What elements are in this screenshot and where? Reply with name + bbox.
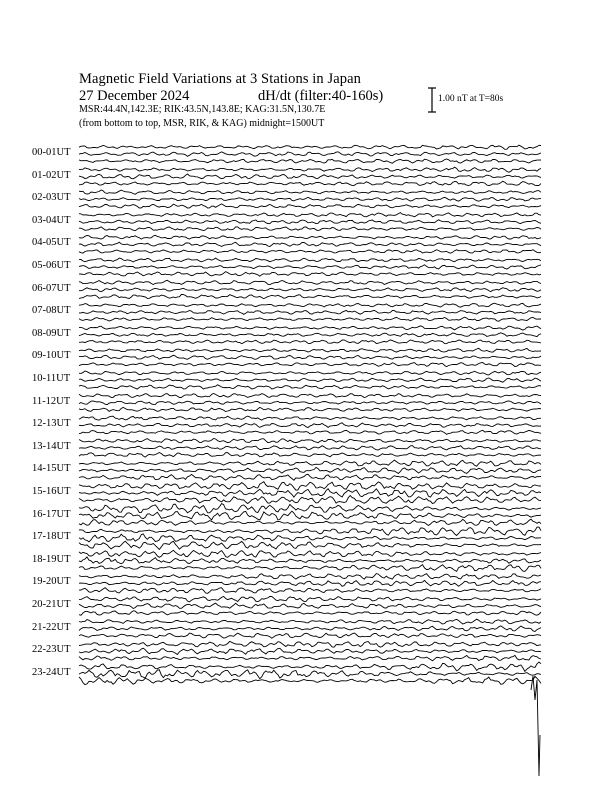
trace-kag	[79, 371, 541, 375]
trace-rik	[79, 603, 541, 608]
trace-kag	[79, 596, 541, 602]
hour-label: 11-12UT	[32, 395, 71, 407]
trace-kag	[79, 235, 541, 239]
trace-msr	[79, 250, 541, 254]
hour-label: 08-09UT	[32, 327, 71, 339]
trace-rik	[79, 288, 541, 292]
trace-msr	[79, 385, 541, 389]
trace-msr	[79, 541, 541, 549]
trace-rik	[79, 197, 541, 201]
trace-kag	[79, 258, 541, 262]
trace-rik	[79, 489, 541, 497]
trace-rik	[79, 446, 541, 450]
trace-rik	[79, 511, 541, 520]
trace-msr	[79, 363, 541, 367]
trace-rik	[79, 423, 541, 428]
hour-label: 20-21UT	[32, 599, 71, 610]
trace-msr	[79, 611, 541, 615]
trace-msr	[79, 676, 541, 684]
trace-order-note: (from bottom to top, MSR, RIK, & KAG) midnight=1500UT	[79, 118, 325, 129]
trace-rik	[79, 265, 541, 269]
hour-label: 15-16UT	[32, 486, 71, 497]
chart-quantity: dH/dt (filter:40-160s)	[258, 88, 384, 104]
hour-label: 03-04UT	[32, 214, 71, 226]
trace-kag	[79, 662, 541, 671]
hour-label: 14-15UT	[32, 463, 71, 475]
trace-msr	[79, 588, 541, 594]
trace-kag	[79, 213, 541, 217]
trace-rik	[79, 242, 541, 246]
trace-kag	[79, 550, 541, 557]
trace-msr	[79, 227, 541, 231]
trace-kag	[79, 416, 541, 420]
trace-rik	[79, 626, 541, 632]
trace-rik	[79, 220, 541, 224]
trace-rik	[79, 174, 541, 179]
trace-rik	[79, 355, 541, 359]
trace-kag	[79, 641, 541, 647]
trace-kag	[79, 190, 541, 194]
trace-msr	[79, 159, 541, 163]
hour-label: 22-23UT	[32, 644, 71, 656]
chart-title: Magnetic Field Variations at 3 Stations in Japan	[79, 71, 362, 87]
trace-rik	[79, 152, 541, 157]
trace-rik	[79, 310, 541, 314]
trace-msr	[79, 181, 541, 185]
trace-msr	[79, 407, 541, 411]
trace-rik	[79, 401, 541, 405]
trace-msr	[79, 272, 541, 277]
hour-label: 00-01UT	[32, 147, 71, 158]
trace-kag	[79, 619, 541, 624]
trace-kag	[79, 303, 541, 307]
chart-date: 27 December 2024	[79, 88, 190, 104]
trace-kag	[79, 439, 541, 443]
hour-label: 04-05UT	[32, 237, 71, 249]
hour-label: 01-02UT	[32, 169, 71, 181]
trace-kag	[79, 167, 541, 172]
hour-label: 18-19UT	[32, 553, 71, 565]
trace-msr	[79, 519, 541, 525]
trace-kag	[79, 482, 541, 491]
hour-label: 07-08UT	[32, 305, 71, 317]
trace-kag	[79, 460, 541, 466]
trace-rik	[79, 557, 541, 564]
trace-kag	[79, 394, 541, 398]
trace-kag	[79, 348, 541, 352]
hour-label: 06-07UT	[32, 282, 71, 294]
hour-label: 23-24UT	[32, 666, 71, 678]
hour-label: 12-13UT	[32, 418, 71, 430]
station-coordinates: MSR:44.4N,142.3E; RIK:43.5N,143.8E; KAG:31.5N,130.7E	[79, 104, 326, 115]
trace-msr	[79, 340, 541, 344]
trace-kag	[79, 527, 541, 535]
hour-label: 13-14UT	[32, 440, 71, 452]
trace-msr	[79, 633, 541, 638]
hour-label: 16-17UT	[32, 508, 71, 520]
hour-label: 21-22UT	[32, 621, 71, 633]
hour-label: 10-11UT	[32, 373, 71, 384]
hour-label: 02-03UT	[32, 192, 71, 204]
trace-kag	[79, 574, 541, 580]
hour-label: 17-18UT	[32, 531, 71, 543]
trace-rik	[79, 670, 541, 679]
trace-msr	[79, 474, 541, 480]
trace-kag	[79, 280, 541, 284]
trace-rik	[79, 580, 541, 586]
trace-msr	[79, 496, 541, 504]
trace-kag	[79, 326, 541, 330]
scale-label: 1.00 nT at T=80s	[438, 94, 504, 104]
trace-msr	[79, 204, 541, 208]
trace-msr	[79, 317, 541, 321]
trace-rik	[79, 534, 541, 542]
trace-rik	[79, 333, 541, 337]
trace-rik	[79, 467, 541, 473]
hour-label: 19-20UT	[32, 576, 71, 588]
trace-msr	[79, 294, 541, 298]
trace-msr	[79, 565, 541, 572]
trace-msr	[79, 430, 541, 434]
trace-kag	[79, 145, 541, 149]
trace-rik	[79, 378, 541, 382]
trace-msr	[79, 655, 541, 660]
trace-kag	[79, 504, 541, 513]
trace-msr	[79, 453, 541, 458]
trace-spike	[531, 676, 540, 776]
hour-label: 09-10UT	[32, 350, 71, 362]
hour-label: 05-06UT	[32, 260, 71, 271]
trace-rik	[79, 648, 541, 654]
